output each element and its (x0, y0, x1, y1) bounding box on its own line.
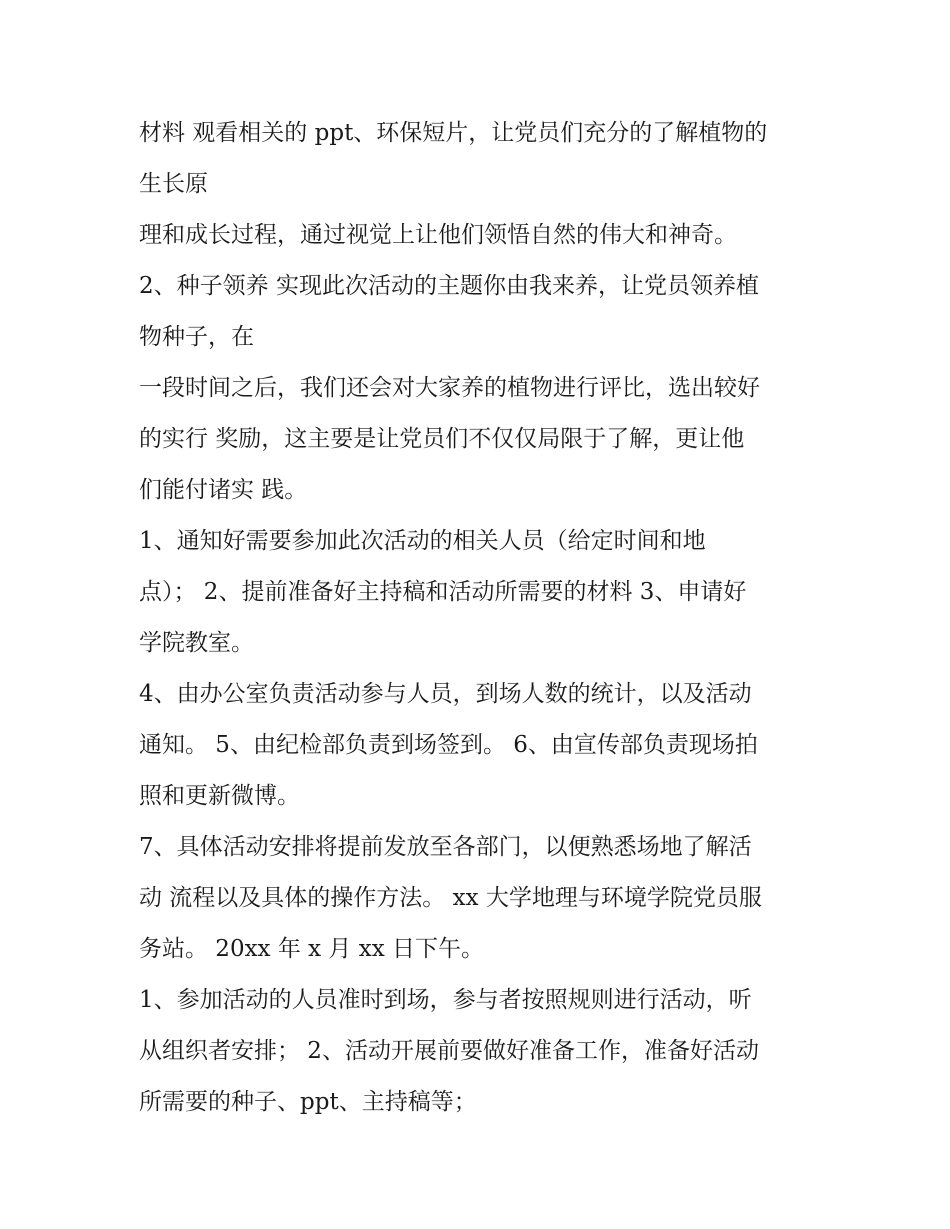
text-line: 们能付诸实 践。 (139, 477, 308, 503)
text-line: 2、种子领养 实现此次活动的主题你由我来养，让党员领养植 (139, 273, 759, 299)
text-line: 1、通知好需要参加此次活动的相关人员（给定时间和地 (139, 528, 706, 554)
text-line: 从组织者安排； 2、活动开展前要做好准备工作，准备好活动 (139, 1038, 759, 1064)
text-line: 点）； 2、提前准备好主持稿和活动所需要的材料 3、申请好 (139, 579, 747, 605)
text-line: 物种子，在 (139, 324, 254, 350)
text-line: 动 流程以及具体的操作方法。 xx 大学地理与环境学院党员服 (139, 885, 762, 911)
text-line: 学院教室。 (139, 630, 254, 656)
text-line: 一段时间之后，我们还会对大家养的植物进行评比，选出较好 (139, 375, 760, 401)
text-line: 1、参加活动的人员准时到场，参与者按照规则进行活动，听 (139, 987, 752, 1013)
document-body (139, 108, 819, 1128)
text-line: 材料 观看相关的 ppt、环保短片，让党员们充分的了解植物的 (139, 120, 768, 146)
text-line: 4、由办公室负责活动参与人员，到场人数的统计，以及活动 (139, 681, 752, 707)
text-line: 照和更新微博。 (139, 783, 300, 809)
text-line: 通知。 5、由纪检部负责到场签到。 6、由宣传部负责现场拍 (139, 732, 758, 758)
text-line: 7、具体活动安排将提前发放至各部门，以便熟悉场地了解活 (139, 834, 752, 860)
text-line: 所需要的种子、ppt、主持稿等； (139, 1089, 477, 1115)
text-line: 理和成长过程，通过视觉上让他们领悟自然的伟大和神奇。 (139, 222, 737, 248)
text-line: 务站。 20xx 年 x 月 xx 日下午。 (139, 936, 484, 962)
text-line: 生长原 (139, 171, 208, 197)
text-line: 的实行 奖励，这主要是让党员们不仅仅局限于了解，更让他 (139, 426, 745, 452)
